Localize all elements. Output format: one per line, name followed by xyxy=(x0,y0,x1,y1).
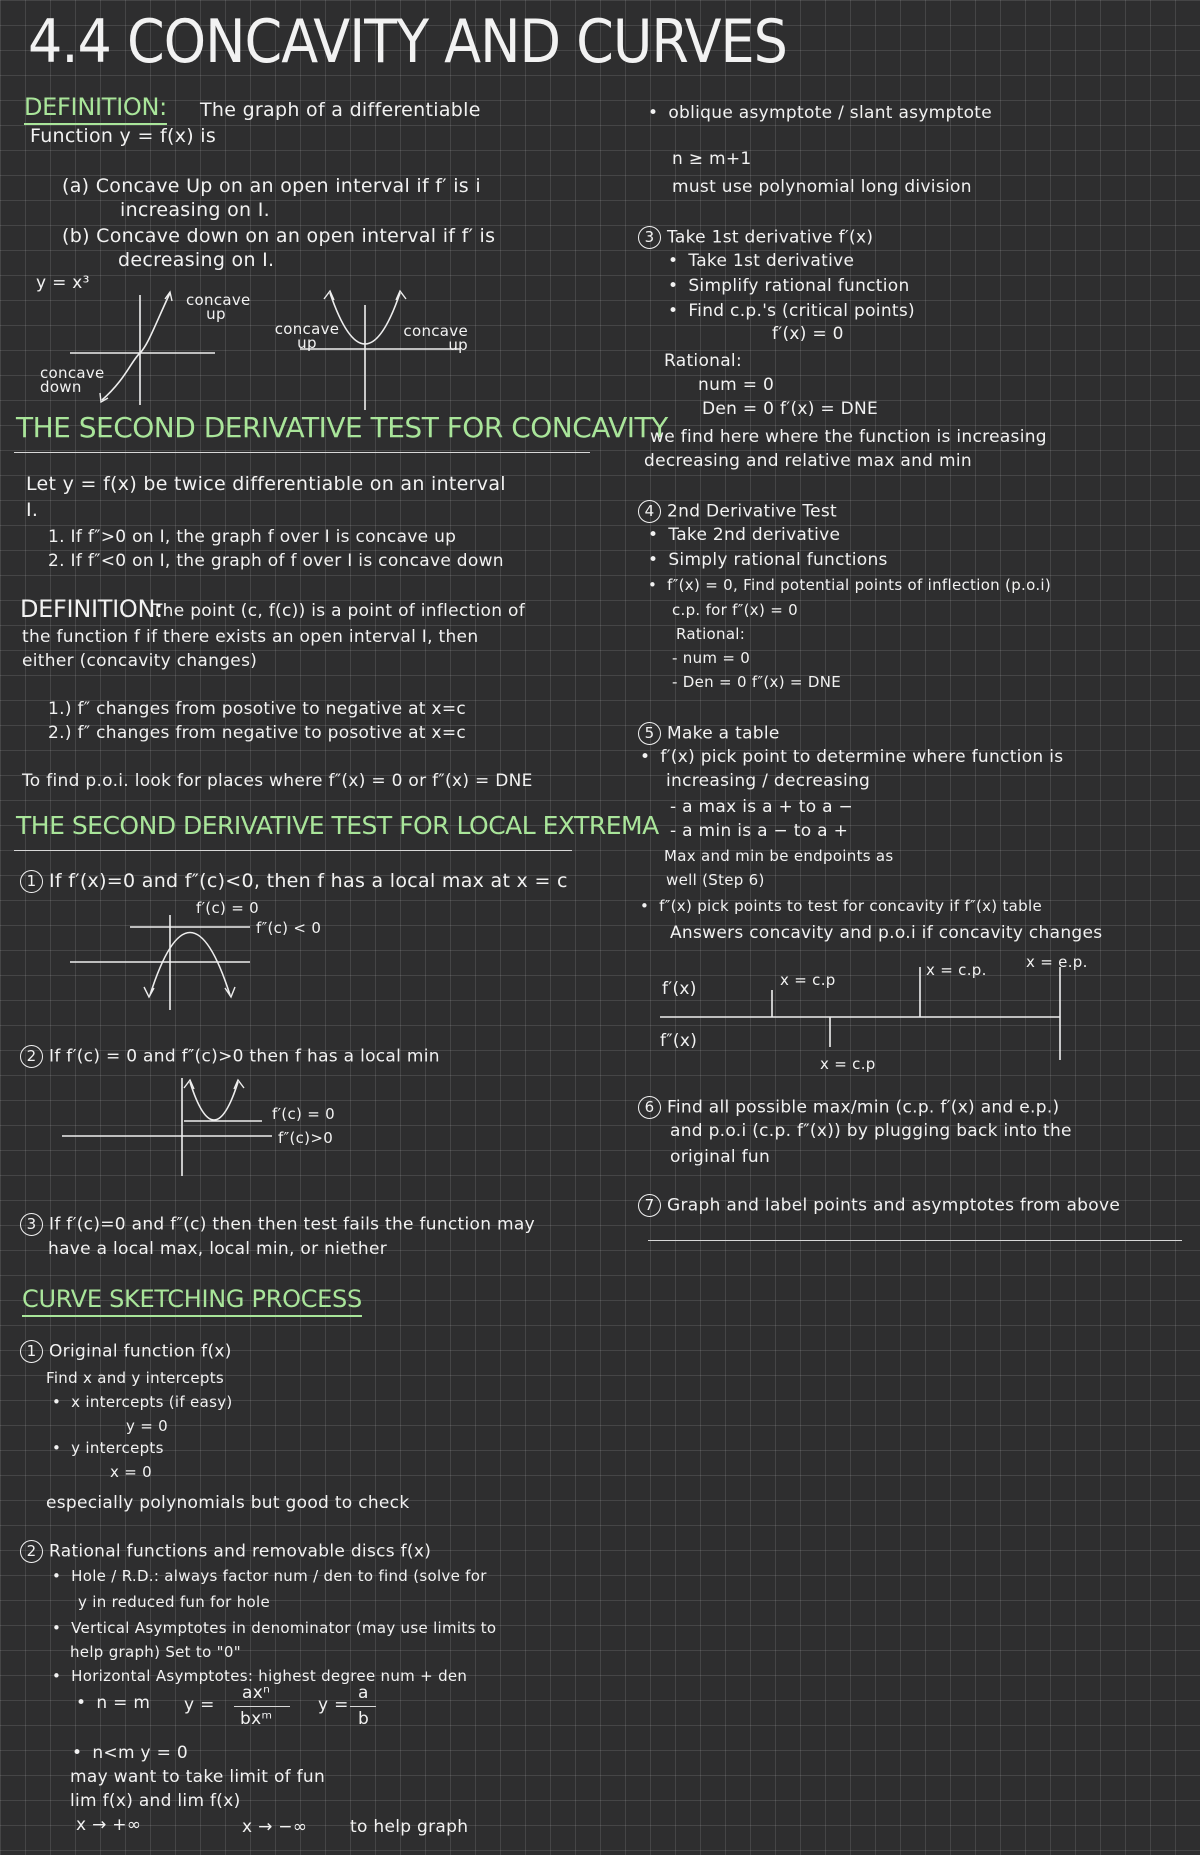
step-bullet: • Hole / R.D.: always factor num / den to find (solve for xyxy=(52,1567,487,1585)
step-bullet: • Take 2nd derivative xyxy=(648,525,841,545)
step-text: decreasing and relative max and min xyxy=(644,451,972,471)
step-number: 2 xyxy=(20,1045,43,1068)
step-text: n = m xyxy=(96,1693,151,1713)
step-title: Graph and label points and asymptotes from above xyxy=(667,1195,1121,1216)
step-text: Simply rational functions xyxy=(668,550,888,570)
step-text: especially polynomials but good to check xyxy=(46,1493,410,1513)
divider xyxy=(14,452,590,453)
step-number: 5 xyxy=(638,722,661,745)
extrema-rule-text: If f′(c)=0 and f″(c) then then test fails the function may xyxy=(49,1214,535,1235)
step-title: Take 1st derivative f′(x) xyxy=(667,227,874,248)
step-bullet: • f″(x) = 0, Find potential points of inflection (p.o.i) xyxy=(648,576,1052,594)
step-number: 1 xyxy=(20,1340,43,1363)
sketch-step-2 xyxy=(20,1540,431,1563)
step-bullet: • y intercepts xyxy=(52,1439,164,1457)
extrema-rule-text: If f′(x)=0 and f″(c)<0, then f has a local max at x = c xyxy=(49,870,568,892)
step-text: Hole / R.D.: always factor num / den to find (solve for xyxy=(71,1567,487,1585)
divider xyxy=(14,850,572,851)
test-intro: I. xyxy=(26,499,39,521)
step-text: Take 1st derivative xyxy=(688,251,855,271)
step-text: must use polynomial long division xyxy=(672,177,972,197)
step-text: Find c.p.'s (critical points) xyxy=(688,301,915,321)
extrema-rule-text: have a local max, local min, or niether xyxy=(48,1239,388,1259)
table-marker: x = c.p xyxy=(780,971,836,989)
step-bullet: • n = m xyxy=(76,1693,151,1713)
definition-heading: DEFINITION: xyxy=(20,595,163,623)
step-text: - Den = 0 f″(x) = DNE xyxy=(672,673,841,691)
step-text: Take 2nd derivative xyxy=(668,525,841,545)
graph-label-concave-down: concave down xyxy=(40,364,105,396)
step-text: x → −∞ xyxy=(242,1817,308,1837)
section-heading: THE SECOND DERIVATIVE TEST FOR LOCAL EXTREMA xyxy=(16,811,659,840)
fraction-numerator: axⁿ xyxy=(242,1683,271,1703)
fraction-bar xyxy=(234,1706,290,1707)
step-title: Rational functions and removable discs f(x) xyxy=(49,1541,432,1562)
definition-text: The point (c, f(c)) is a point of inflection of xyxy=(152,601,526,621)
graph-label: f′(c) = 0 xyxy=(272,1105,335,1123)
step-number: 7 xyxy=(638,1194,661,1217)
page-title: 4.4 CONCAVITY AND CURVES xyxy=(28,7,787,77)
step-number: 6 xyxy=(638,1096,661,1119)
sketch-step-3 xyxy=(638,226,873,249)
test-item: 2. If f″<0 on I, the graph of f over I is concave down xyxy=(48,551,504,571)
graph-label: f″(c) < 0 xyxy=(256,919,322,937)
fraction-y: y = xyxy=(318,1695,349,1715)
step-text: - a min is a − to a + xyxy=(670,821,849,841)
step-text: we find here where the function is increasing xyxy=(650,427,1047,447)
local-min-graph xyxy=(62,1078,282,1178)
definition-item-a: increasing on I. xyxy=(120,199,270,221)
fraction-numerator: a xyxy=(358,1683,369,1703)
step-text: Simplify rational function xyxy=(688,276,910,296)
step-text: original fun xyxy=(670,1147,771,1167)
step-text: Max and min be endpoints as xyxy=(664,847,894,865)
definition-text: the function f if there exists an open interval I, then xyxy=(22,627,479,647)
table-row-label: f′(x) xyxy=(662,979,697,999)
step-text: well (Step 6) xyxy=(666,871,765,889)
fraction-bar xyxy=(350,1706,376,1707)
step-number: 2 xyxy=(20,1540,43,1563)
extrema-rule-2 xyxy=(20,1045,440,1068)
step-text: increasing / decreasing xyxy=(666,771,871,791)
sketch-step-7 xyxy=(638,1194,1120,1217)
step-bullet: • Simplify rational function xyxy=(668,276,910,296)
divider xyxy=(648,1240,1182,1241)
oblique-bullet: • oblique asymptote / slant asymptote xyxy=(648,103,993,123)
step-bullet: • f″(x) pick points to test for concavity if f″(x) table xyxy=(640,897,1042,915)
step-bullet: • n<m y = 0 xyxy=(72,1743,188,1763)
step-text: num = 0 xyxy=(698,375,775,395)
definition-text: The graph of a differentiable xyxy=(200,99,481,121)
test-item: 1. If f″>0 on I, the graph f over I is concave up xyxy=(48,527,457,547)
graph-label-concave-up: concave up xyxy=(274,320,340,352)
fraction-denominator: b xyxy=(358,1709,370,1729)
table-marker: x = c.p xyxy=(820,1055,876,1073)
extrema-rule-text: If f′(c) = 0 and f″(c)>0 then f has a local min xyxy=(49,1046,440,1067)
step-text: x → +∞ xyxy=(76,1815,142,1835)
step-title: Find all possible max/min (c.p. f′(x) and e.p.) xyxy=(667,1097,1060,1118)
step-text: oblique asymptote / slant asymptote xyxy=(668,103,993,123)
step-text: help graph) Set to "0" xyxy=(70,1643,241,1661)
fraction-denominator: bxᵐ xyxy=(240,1709,273,1729)
graph-label: f′(c) = 0 xyxy=(196,899,259,917)
step-text: n<m y = 0 xyxy=(92,1743,188,1763)
step-text: - a max is a + to a − xyxy=(670,797,854,817)
step-text: Rational: xyxy=(664,351,742,371)
step-bullet: • Take 1st derivative xyxy=(668,251,855,271)
fraction-y: y = xyxy=(184,1695,215,1715)
step-text: lim f(x) and lim f(x) xyxy=(70,1791,241,1811)
section-heading: THE SECOND DERIVATIVE TEST FOR CONCAVITY xyxy=(16,411,668,444)
step-title: Make a table xyxy=(667,723,780,744)
step-text: - num = 0 xyxy=(672,649,751,667)
definition-text: Function y = f(x) is xyxy=(30,125,217,147)
graph-label-concave-up: concave up xyxy=(403,322,468,354)
graph-function-label: y = x³ xyxy=(36,273,90,293)
graph-label-concave-up: concave up xyxy=(186,291,251,323)
step-text: Find x and y intercepts xyxy=(46,1369,224,1387)
step-text: x = 0 xyxy=(110,1463,153,1481)
step-bullet: • Find c.p.'s (critical points) xyxy=(668,301,915,321)
step-bullet: • x intercepts (if easy) xyxy=(52,1393,233,1411)
find-poi-text: To find p.o.i. look for places where f″(x) = 0 or f″(x) = DNE xyxy=(22,771,533,791)
step-text: f′(x) pick point to determine where function is xyxy=(660,747,1064,767)
sketch-step-1 xyxy=(20,1340,232,1363)
definition-item-b: (b) Concave down on an open interval if f′ is xyxy=(62,225,496,247)
step-text: y = 0 xyxy=(126,1417,169,1435)
sign-table xyxy=(660,955,1080,1065)
step-bullet: • f′(x) pick point to determine where function is xyxy=(640,747,1064,767)
definition-item: 2.) f″ changes from negative to posotive at x=c xyxy=(48,723,467,743)
definition-heading: DEFINITION: xyxy=(24,94,167,125)
table-marker: x = e.p. xyxy=(1026,953,1088,971)
graph-label: f″(c)>0 xyxy=(278,1129,334,1147)
table-marker: x = c.p. xyxy=(926,961,987,979)
step-title: Original function f(x) xyxy=(49,1341,232,1362)
local-max-graph xyxy=(70,915,270,1015)
section-heading: CURVE SKETCHING PROCESS xyxy=(22,1286,362,1317)
step-number: 3 xyxy=(638,226,661,249)
step-title: 2nd Derivative Test xyxy=(667,501,838,522)
step-bullet: • Simply rational functions xyxy=(648,550,888,570)
step-text: f″(x) pick points to test for concavity if f″(x) table xyxy=(659,897,1042,915)
definition-item-a: (a) Concave Up on an open interval if f′ is i xyxy=(62,175,481,197)
step-number: 4 xyxy=(638,500,661,523)
definition-text: either (concavity changes) xyxy=(22,651,258,671)
table-row-label: f″(x) xyxy=(660,1031,698,1051)
step-text: to help graph xyxy=(350,1817,469,1837)
step-text: Horizontal Asymptotes: highest degree num + den xyxy=(71,1667,468,1685)
step-text: y intercepts xyxy=(71,1439,164,1457)
sketch-step-5 xyxy=(638,722,780,745)
step-text: may want to take limit of fun xyxy=(70,1767,326,1787)
step-text: x intercepts (if easy) xyxy=(71,1393,233,1411)
step-text: y in reduced fun for hole xyxy=(78,1593,270,1611)
step-text: Den = 0 f′(x) = DNE xyxy=(702,399,879,419)
step-text: n ≥ m+1 xyxy=(672,149,752,169)
step-text: and p.o.i (c.p. f″(x)) by plugging back into the xyxy=(670,1121,1072,1141)
sketch-step-6 xyxy=(638,1096,1059,1119)
step-text: Answers concavity and p.o.i if concavity changes xyxy=(670,923,1103,943)
definition-item: 1.) f″ changes from posotive to negative at x=c xyxy=(48,699,467,719)
step-bullet: • Horizontal Asymptotes: highest degree num + den xyxy=(52,1667,468,1685)
step-bullet: • Vertical Asymptotes in denominator (may use limits to xyxy=(52,1619,497,1637)
test-intro: Let y = f(x) be twice differentiable on an interval xyxy=(26,473,506,495)
step-text: f′(x) = 0 xyxy=(772,324,844,344)
step-number: 3 xyxy=(20,1213,43,1236)
sketch-step-4 xyxy=(638,500,837,523)
extrema-rule-1 xyxy=(20,870,568,893)
step-text: c.p. for f″(x) = 0 xyxy=(672,601,798,619)
step-text: Vertical Asymptotes in denominator (may use limits to xyxy=(71,1619,497,1637)
definition-item-b: decreasing on I. xyxy=(118,249,275,271)
step-number: 1 xyxy=(20,870,43,893)
step-text: Rational: xyxy=(676,625,746,643)
step-text: f″(x) = 0, Find potential points of inflection (p.o.i) xyxy=(667,576,1052,594)
extrema-rule-3 xyxy=(20,1213,535,1236)
